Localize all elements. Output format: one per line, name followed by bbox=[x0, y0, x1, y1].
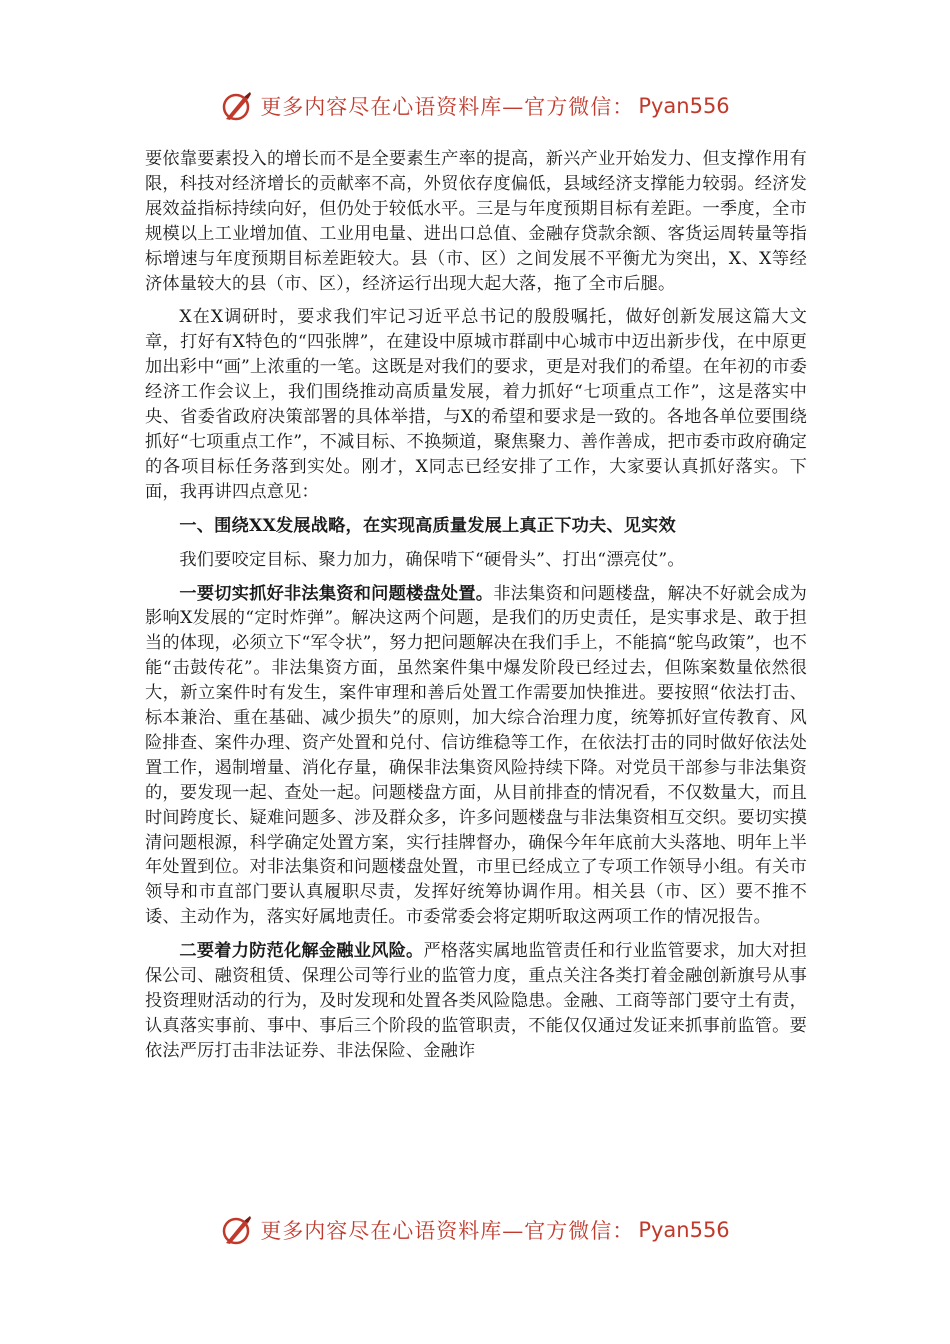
section-heading-1: 一、围绕XX发展战略，在实现高质量发展上真正下功夫、见实效 bbox=[179, 515, 676, 536]
banner-text: 更多内容尽在心语资料库—官方微信： bbox=[260, 1219, 635, 1243]
paragraph-2: X在X调研时，要求我们牢记习近平总书记的殷殷嘱托，做好创新发展这篇大文章，打好有X特色的“四张牌”，在建设中原城市群副中心城市中迈出新步伐，在中原更加出彩中“画”上浓重的一笔。这既是对我们的要求，更是对我们的希望。在年初的市委经济工作会议上，我们围绕推动高质量发展，着力抓好“七项重点工作”，这是落实中央、省委省政府决策部署的具体举措，与X的希望和要求是一致的。各地各单位要围绕抓好“七项重点工作”，不减目标、不换频道，聚焦聚力、善作善成，把市委市政府确定的各项目标任务落到实处。刚才，X同志已经安排了工作，大家要认真抓好落实。下面，我再讲四点意见： bbox=[145, 307, 807, 502]
banner-wechat-id: Pyan556 bbox=[638, 1218, 730, 1242]
header-banner bbox=[0, 86, 950, 126]
brush-logo-icon bbox=[220, 1213, 254, 1247]
paragraph-5-lead: 二要着力防范化解金融业风险。 bbox=[179, 941, 424, 962]
paragraph-4-lead: 一要切实抓好非法集资和问题楼盘处置。 bbox=[179, 583, 494, 604]
footer-banner bbox=[0, 1210, 950, 1250]
paragraph-5: 二要着力防范化解金融业风险。严格落实属地监管责任和行业监管要求，加大对担保公司、融资租赁、保理公司等行业的监管力度，重点关注各类打着金融创新旗号从事投资理财活动的行为，及时发现和处置各类风险隐患。金融、工商等部门要守土有责，认真落实事前、事中、事后三个阶段的监管职责，不能仅仅通过发证来抓事前监管。要依法严厉打击非法证券、非法保险、金融诈 bbox=[145, 941, 807, 1061]
brush-logo-icon bbox=[220, 89, 254, 123]
paragraph-1: 要依靠要素投入的增长而不是全要素生产率的提高，新兴产业开始发力、但支撑作用有限，科技对经济增长的贡献率不高，外贸依存度偏低，县域经济支撑能力较弱。经济发展效益指标持续向好，但仍处于较低水平。三是与年度预期目标有差距。一季度，全市规模以上工业增加值、工业用电量、进出口总值、金融存贷款余额、客货运周转量等指标增速与年度预期目标差距较大。县（市、区）之间发展不平衡尤为突出，X、X等经济体量较大的县（市、区），经济运行出现大起大落，拖了全市后腿。 bbox=[145, 149, 807, 294]
banner-text: 更多内容尽在心语资料库—官方微信： bbox=[260, 95, 635, 119]
paragraph-3: 我们要咬定目标、聚力加力，确保啃下“硬骨头”、打出“漂亮仗”。 bbox=[179, 549, 685, 570]
banner-wechat-id: Pyan556 bbox=[638, 94, 730, 118]
paragraph-4: 一要切实抓好非法集资和问题楼盘处置。非法集资和问题楼盘，解决不好就会成为影响X发展的“定时炸弹”。解决这两个问题，是我们的历史责任，是实事求是、敢于担当的体现，必须立下“军令状”，努力把问题解决在我们手上，不能搞“鸵鸟政策”，也不能“击鼓传花”。非法集资方面，虽然案件集中爆发阶段已经过去，但陈案数量依然很大，新立案件时有发生，案件审理和善后处置工作需要加快推进。要按照“依法打击、标本兼治、重在基础、减少损失”的原则，加大综合治理力度，统筹抓好宣传教育、风险排查、案件办理、资产处置和兑付、信访维稳等工作，在依法打击的同时做好依法处置工作，遏制增量、消化存量，确保非法集资风险持续下降。对党员干部参与非法集资的，要发现一起、查处一起。问题楼盘方面，从目前排查的情况看，不仅数量大，而且时间跨度长、疑难问题多、涉及群众多，许多问题楼盘与非法集资相互交织。要切实摸清问题根源，科学确定处置方案，实行挂牌督办，确保今年年底前大头落地、明年上半年处置到位。对非法集资和问题楼盘处置，市里已经成立了专项工作领导小组。有关市领导和市直部门要认真履职尽责，发挥好统筹协调作用。相关县（市、区）要不推不诿、主动作为，落实好属地责任。市委常委会将定期听取这两项工作的情况报告。 bbox=[145, 583, 807, 928]
document-body bbox=[145, 147, 807, 1073]
